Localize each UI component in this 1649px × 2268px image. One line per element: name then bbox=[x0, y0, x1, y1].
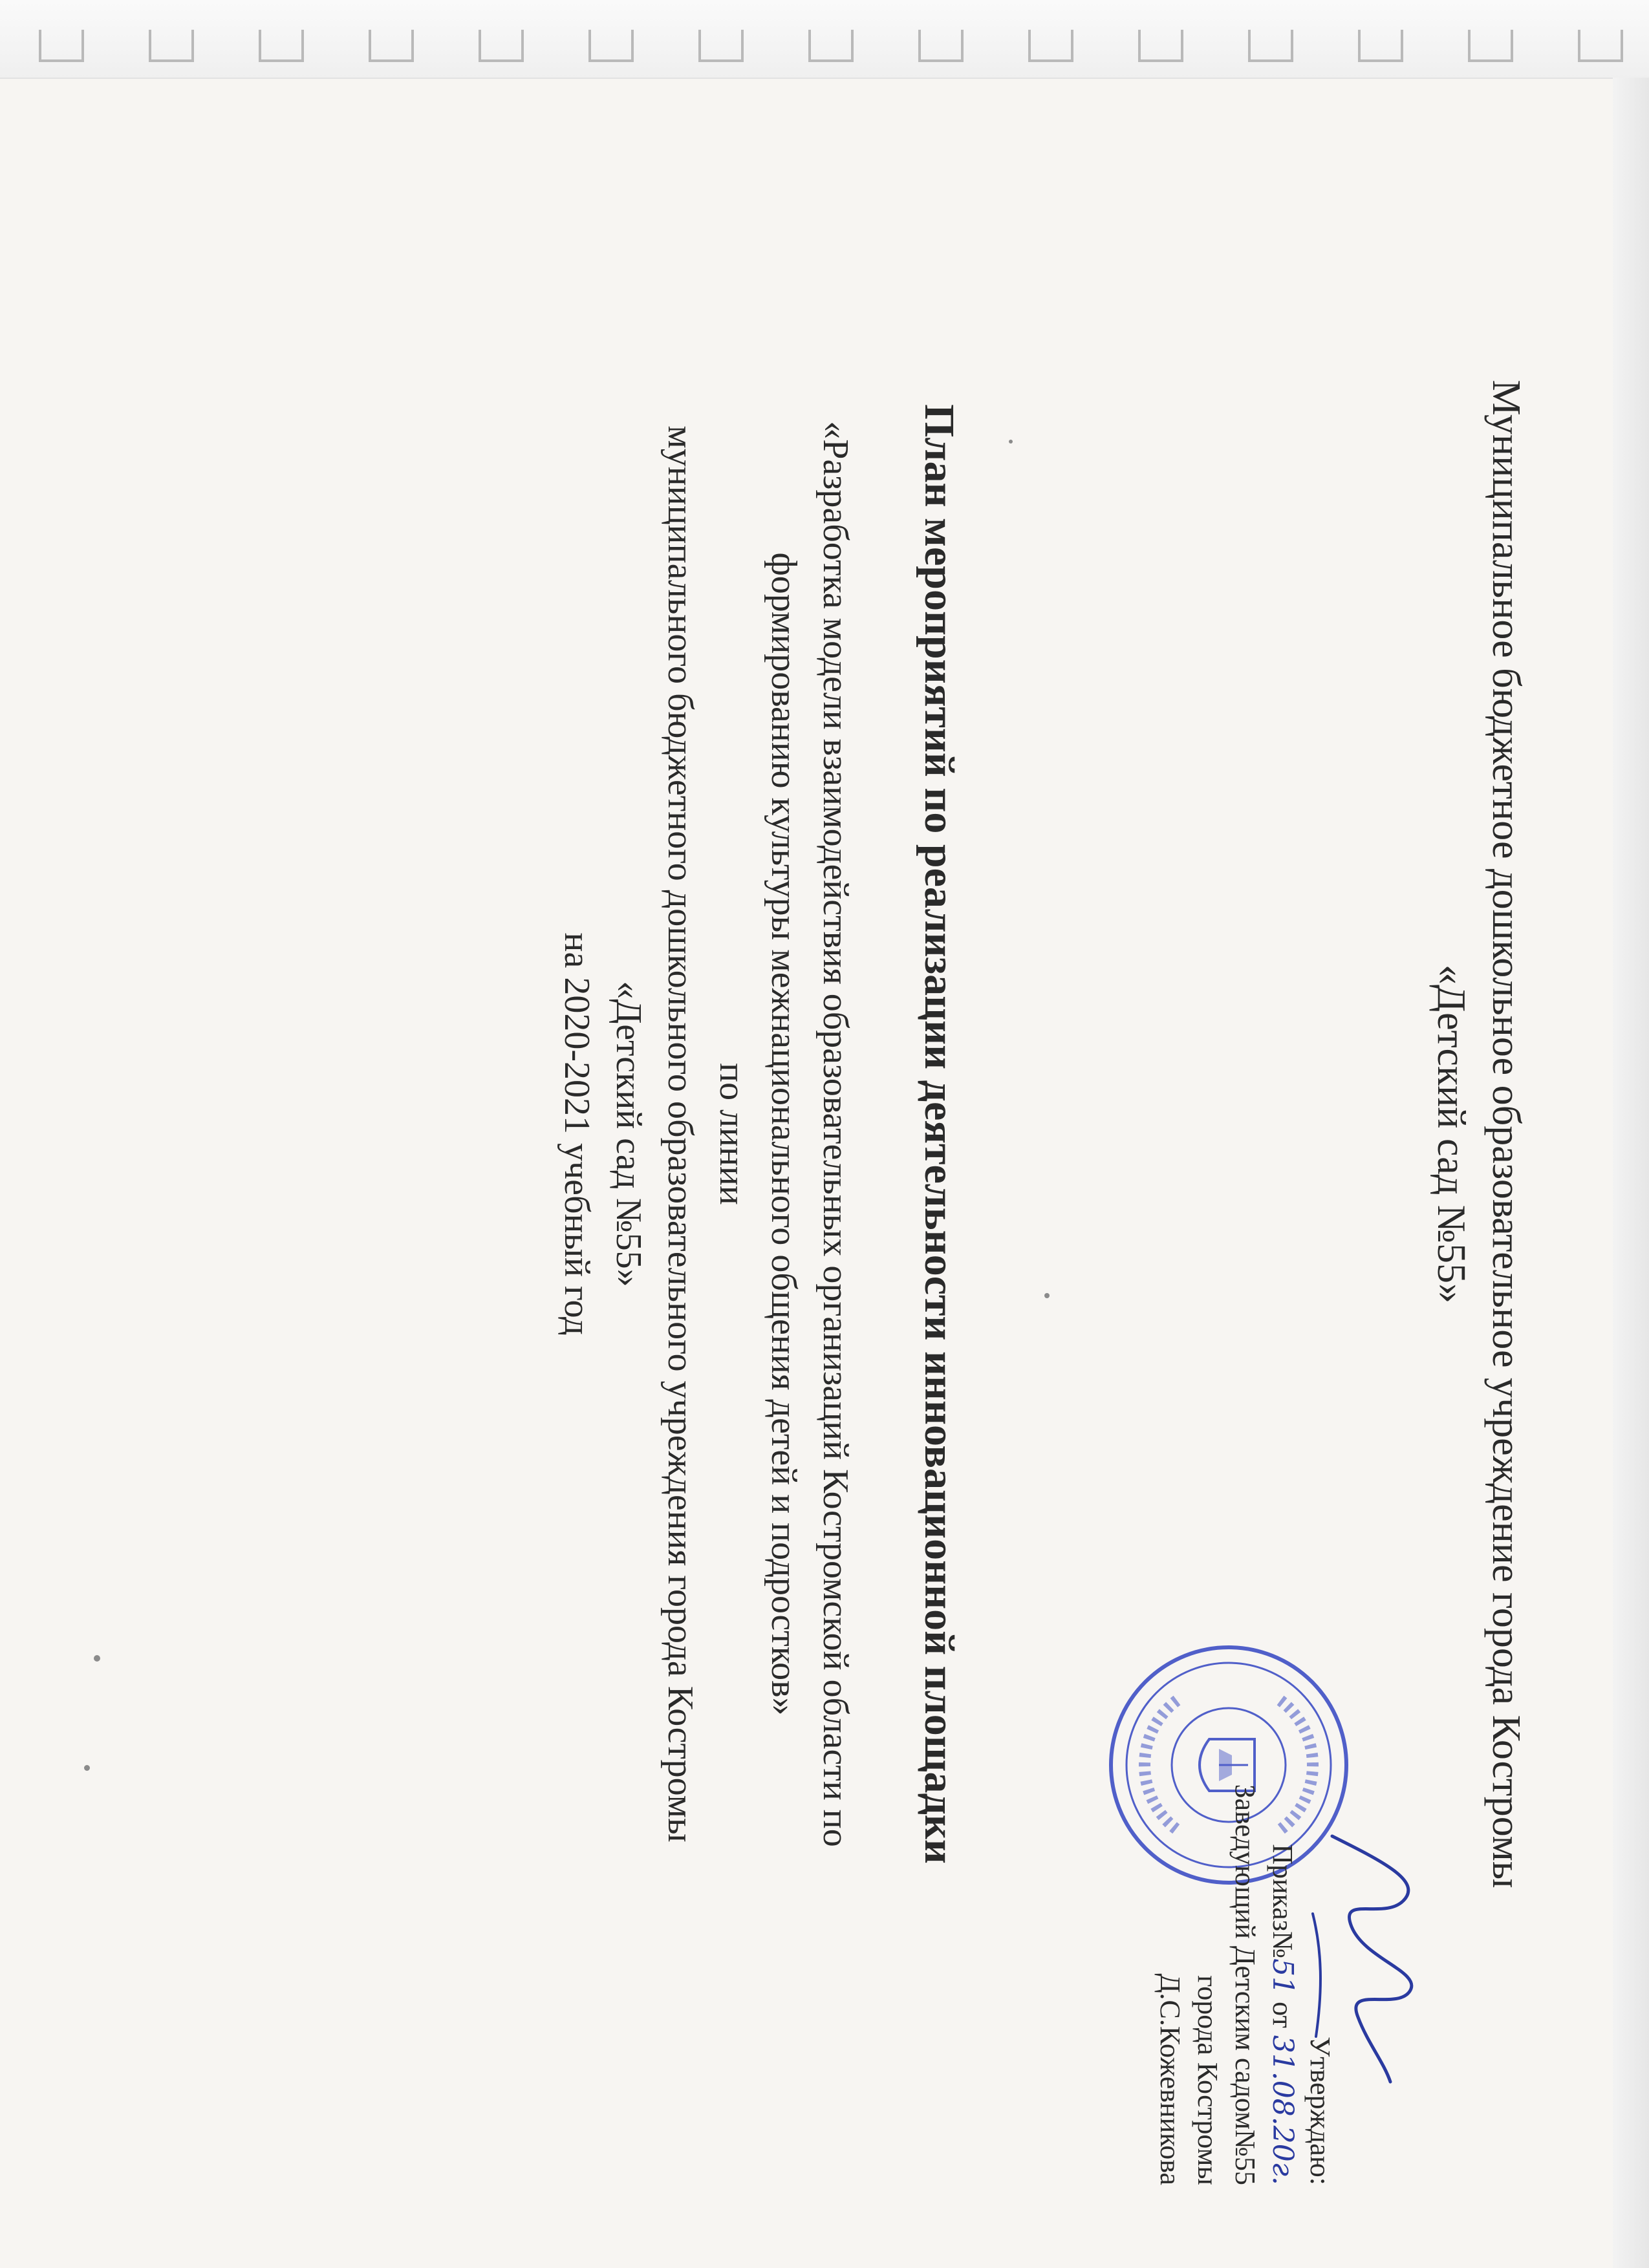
subject-line-2: формированию культуры межнационального общения детей и подростков» bbox=[764, 552, 804, 1716]
approval-block bbox=[1151, 1733, 1339, 2185]
signer-city: города Костромы bbox=[1192, 1975, 1223, 2185]
order-number: 51 bbox=[1266, 1958, 1299, 1995]
signer-position: Заведующий Детским садом№55 bbox=[1229, 1784, 1261, 2185]
order-date: 31.08.20г. bbox=[1266, 2035, 1299, 2185]
order-line bbox=[1264, 1733, 1301, 2185]
approve-label: Утверждаю: bbox=[1304, 2037, 1336, 2185]
subject-line-1: «Разработка модели взаимодействия образовательных организаций Костромской области по bbox=[815, 421, 856, 1847]
subject-line-3: муниципального бюджетного дошкольного образовательного учреждения города Костромы bbox=[660, 425, 700, 1843]
by-line: по линии bbox=[712, 1063, 752, 1205]
organization-line-2: «Детский сад №55» bbox=[1429, 965, 1473, 1303]
signer-name: Д.С.Кожевникова bbox=[1154, 1973, 1186, 2185]
document-title: План мероприятий по реализации деятельности инновационной площадки bbox=[916, 404, 963, 1864]
subject-line-4: «Детский сад №55» bbox=[609, 981, 649, 1287]
academic-year: на 2020-2021 учебный год bbox=[557, 932, 597, 1336]
order-from: от bbox=[1267, 2002, 1299, 2028]
organization-line-1: Муниципальное бюджетное дошкольное образовательное учреждение города Костромы bbox=[1484, 380, 1528, 1888]
order-prefix: Приказ№ bbox=[1267, 1844, 1299, 1959]
